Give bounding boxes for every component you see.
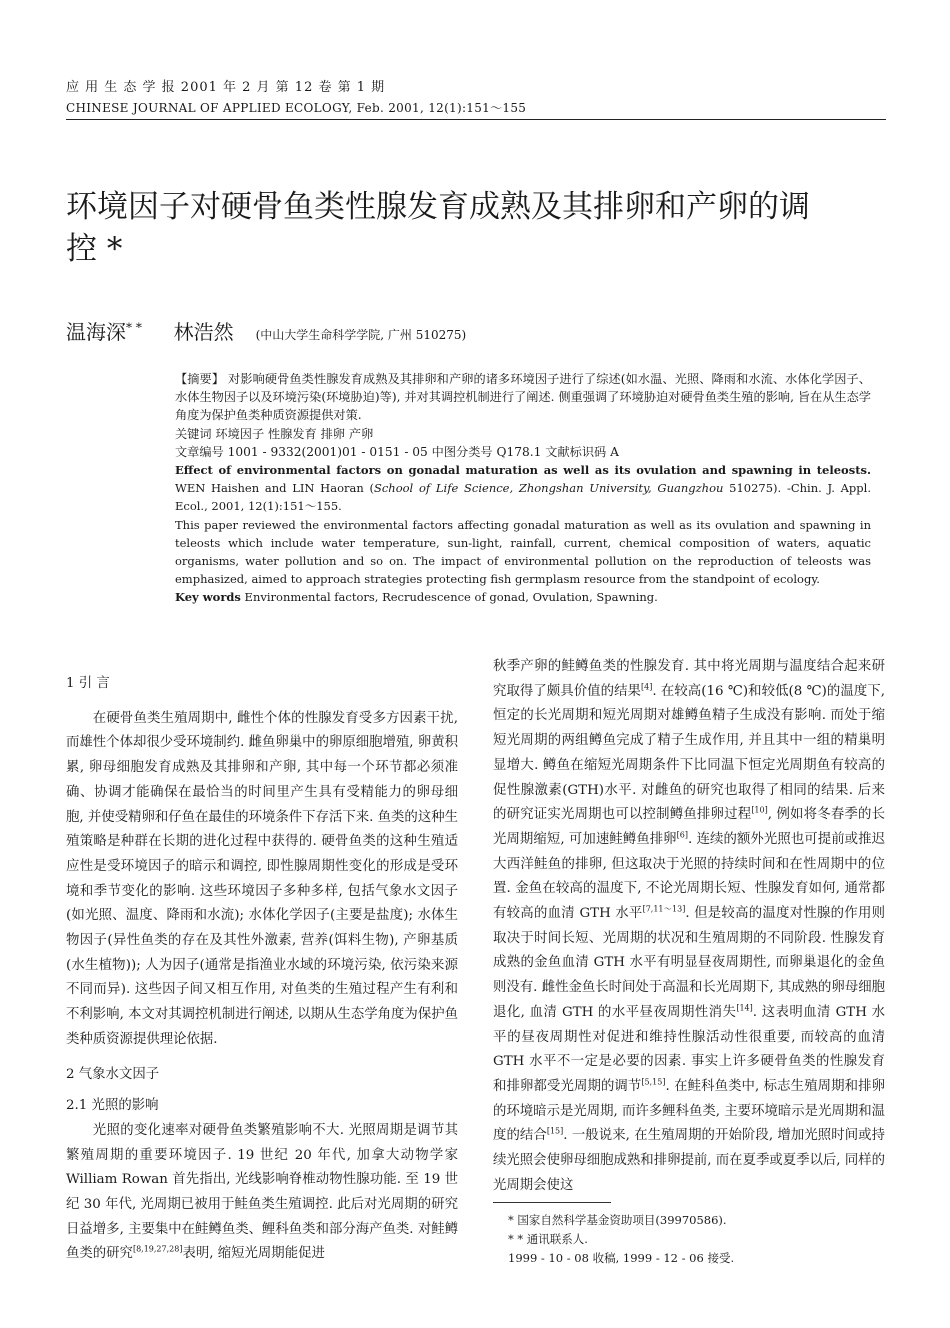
text-run: 秋季产卵的鲑鳟鱼类的性腺发育. 其中将光周期与温度结合起来研究取得了颇具价值的结果 — [493, 659, 885, 699]
left-column — [66, 672, 458, 1267]
text-run: . 在较高(16 ℃)和较低(8 ℃)的温度下, 恒定的长光周期和短光周期对雄鳟鱼精子生成没有影响. 而处于缩短光周期的两组鳟鱼完成了精子生成作用, 并且其中一组的精巢明显增大. 鳟鱼在缩短光周期条件下比同温下恒定光周期鱼有较高的促性腺激素(GTH)水平. 对雌鱼的研究也取得了相同的结果. 后来的研究证实光周期也可以控制鳟鱼排卵过程 — [493, 683, 885, 823]
citation-ref: [4] — [640, 682, 653, 692]
citation-ref: [10] — [751, 805, 768, 815]
citation-ref: [14] — [736, 1003, 753, 1013]
subsection-heading: 2.1 光照的影响 — [66, 1098, 159, 1114]
citation-ref: [6] — [676, 830, 688, 840]
english-title-citation — [175, 461, 871, 516]
keywords-label: Key words — [175, 590, 241, 605]
paragraph — [493, 655, 885, 1198]
article-title: 环境因子对硬骨鱼类性腺发育成熟及其排卵和产卵的调控 * — [66, 189, 810, 267]
english-title: Effect of environmental factors on gonadal maturation as well as its ovulation and spawning in teleosts. — [175, 463, 871, 478]
article-number-line: 文章编号 1001 - 9332(2001)01 - 0151 - 05 中图分类号 Q178.1 文献标识码 A — [175, 444, 619, 459]
keywords-list: Environmental factors, Recrudescence of gonad, Ovulation, Spawning. — [240, 590, 658, 605]
text-run: . 在鲑科鱼类中, 标志生殖周期和排卵的环境暗示是光周期, 而许多鲤科鱼类, 主要环境暗示是光周期和温度的结合 — [493, 1078, 885, 1144]
english-citation: 510275). -Chin. J. Appl. Ecol., 2001, 12(1):151～155. — [175, 481, 871, 514]
paragraph: 在硬骨鱼类生殖周期中, 雌性个体的性腺发育受多方因素干扰, 而雄性个体却很少受环境制约. 雌鱼卵巢中的卵原细胞增殖, 卵黄积累, 卵母细胞发育成熟及其排卵和产卵, 其中每一个环节都必须准确、协调才能确保在最恰当的时间里产生具有受精能力的卵母细胞, 并使受精卵和仔鱼在最佳的环境条件下存活下来. 鱼类的这种生殖策略是种群在长期的进化过程中获得的. 硬骨鱼类的这种生殖适应性是受环境因子的暗示和调控, 即性腺周期性变化的形成是受环境和季节变化的影响. 这些环境因子多种多样, 包括气象水文因子(如光照、温度、降雨和水流); 水体化学因子(主要是盐度); 水体生物因子(异性鱼类的存在及其性外激素, 营养(饵料生物), 产卵基质(水生植物)); 人为因子(通常是指渔业水域的环境污染, 依污染来源不同而异). 这些因子间又相互作用, 对鱼类的生殖过程产生有利和不利影响, 本文对其调控机制进行阐述, 以期从生态学角度为保护鱼类种质资源提供理论依据. — [66, 710, 458, 1047]
citation-ref: [7,11～13] — [642, 904, 686, 914]
keywords-chinese: 关键词 环境因子 性腺发育 排卵 产卵 — [175, 426, 374, 441]
footnote-dates: 1999 - 10 - 08 收稿, 1999 - 12 - 06 接受. — [508, 1251, 735, 1265]
citation-ref: [15] — [546, 1126, 564, 1136]
citation-ref: [8,19,27,28] — [132, 1245, 183, 1254]
footnotes — [508, 1211, 734, 1268]
affiliation: (中山大学生命科学学院, 广州 510275) — [255, 328, 467, 342]
abstract-block — [175, 370, 871, 607]
english-affiliation: School of Life Science, Zhongshan University, Guangzhou — [373, 481, 724, 496]
abstract-chinese: 【摘要】 对影响硬骨鱼类性腺发育成熟及其排卵和产卵的诸多环境因子进行了综述(如水温、光照、降雨和水流、水体化学因子、水体生物因子以及环境污染(环境胁迫)等), 并对其调控机制进行了阐述. 侧重强调了环境胁迫对硬骨鱼类生殖的影响, 旨在从生态学角度为保护鱼类种质资源提供对策. — [175, 372, 871, 423]
footnote-corresponding: * * 通讯联系人. — [508, 1232, 588, 1246]
journal-header-chinese: 应 用 生 态 学 报 2001 年 2 月 第 12 卷 第 1 期 — [66, 80, 386, 95]
english-abstract: This paper reviewed the environmental factors affecting gonadal maturation as well as its ovulation and spawning in teleosts which include water temperature, sun-light, rainfall, current, chemical composition of waters, aquatic organisms, water pollution and so on. The impact of environmental pollution on the reproduction of teleosts was emphasized, aimed to approach strategies protecting fish germplasm resource from the standpoint of ecology. — [175, 517, 871, 587]
author-name: 温海深 — [66, 320, 126, 344]
right-column — [493, 655, 885, 1198]
section-heading: 2 气象水文因子 — [66, 1066, 160, 1082]
citation-ref: [5,15] — [641, 1077, 666, 1087]
text-run: . 连续的额外光照也可提前或推迟大西洋鲑鱼的排卵, 但这取决于光照的持续时间和在性周期中的位置. 金鱼在较高的温度下, 不论光周期长短、性腺发育如何, 通常都有较高的血清 GTH 水平 — [493, 831, 886, 922]
paragraph — [66, 1119, 458, 1267]
header-rule — [66, 119, 886, 120]
text-run: 表明, 缩短光周期能促进 — [182, 1246, 325, 1262]
footnote-rule — [493, 1202, 611, 1203]
text-run: . 这表明血清 GTH 水平的昼夜周期性对促进和维持性腺活动性很重要, 而较高的血清 GTH 水平不一定是必要的因素. 事实上许多硬骨鱼类的性腺发育和排卵都受光周期的调节 — [493, 1004, 885, 1094]
journal-header-english: CHINESE JOURNAL OF APPLIED ECOLOGY, Feb. 2001, 12(1):151～155 — [66, 101, 527, 115]
text-run: . 一般说来, 在生殖周期的开始阶段, 增加光照时间或持续光照会使卵母细胞成熟和排卵提前, 而在夏季或夏季以后, 同样的光周期会使这 — [493, 1128, 886, 1193]
author-name: 林浩然 — [173, 320, 234, 344]
author-line — [66, 316, 466, 345]
text-run: 光照的变化速率对硬骨鱼类繁殖影响不大. 光照周期是调节其繁殖周期的重要环境因子. 19 世纪 20 年代, 加拿大动物学家 William Rowan 首先指出, 光线影响脊椎动物性腺功能. 至 19 世纪 30 年代, 光周期已被用于鲑鱼类生殖调控. 此后对光周期的研究日益增多, 主要集中在鲑鳟鱼类、鲤科鱼类和部分海产鱼类. 对鲑鳟鱼类的研究 — [66, 1122, 458, 1262]
footnote-funding: * 国家自然科学基金资助项目(39970586). — [508, 1213, 727, 1227]
corresponding-mark: * * — [126, 320, 142, 335]
text-run: . 但是较高的温度对性腺的作用则取决于时间长短、光周期的状况和生殖周期的不同阶段. 性腺发育成熟的金鱼血清 GTH 水平有明显昼夜周期性, 而卵巢退化的金鱼则没有. 雌性金鱼长时间处于高温和长光周期下, 其成熟的卵母细胞退化, 血清 GTH 的水平昼夜周期性消失 — [493, 906, 886, 1020]
english-keywords — [175, 588, 871, 606]
english-authors: WEN Haishen and LIN Haoran ( — [175, 481, 374, 496]
text-run: , 例如将冬春季的长光周期缩短, 可加速鲑鳟鱼排卵 — [493, 807, 886, 847]
section-heading: 1 引 言 — [66, 676, 110, 691]
